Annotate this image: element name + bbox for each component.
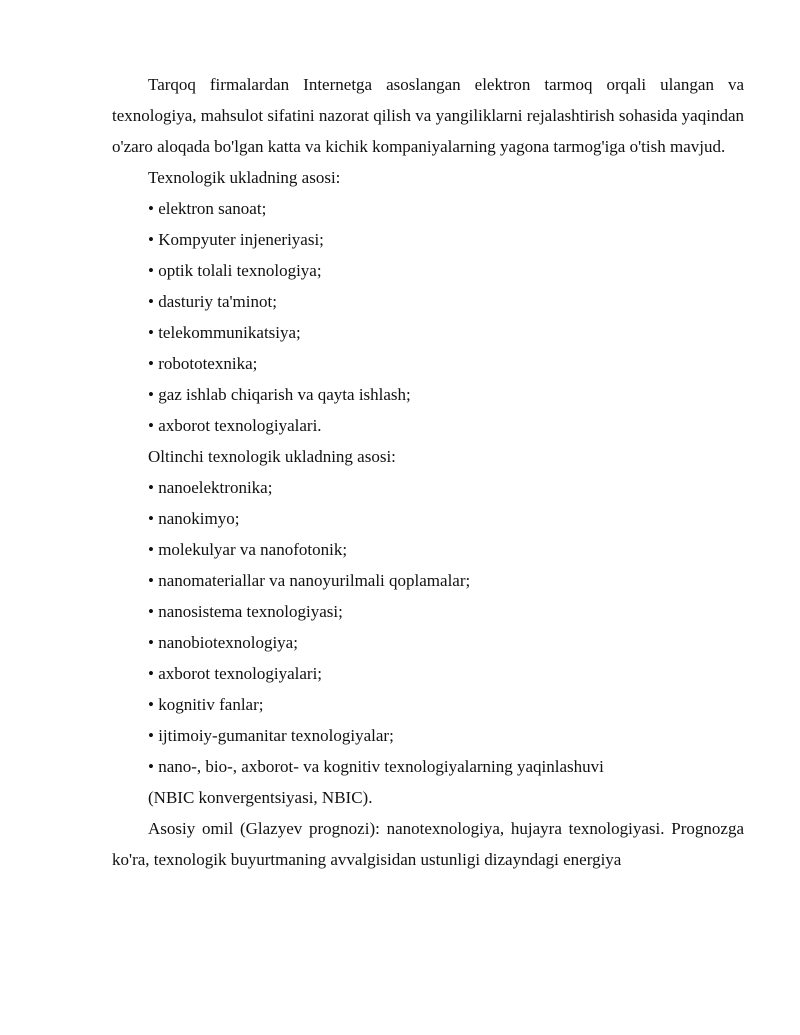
list-item: • nanokimyo; <box>148 509 240 528</box>
fifth-order-heading: Texnologik ukladning asosi: <box>148 168 341 187</box>
document-page <box>112 69 744 875</box>
list-item: • nanoelektronika; <box>148 478 273 497</box>
list-item: • nanobiotexnologiya; <box>148 633 298 652</box>
list-item: • Kompyuter injeneriyasi; <box>148 230 324 249</box>
sixth-order-heading: Oltinchi texnologik ukladning asosi: <box>148 447 396 466</box>
nbic-note: (NBIC konvergentsiyasi, NBIC). <box>148 788 373 807</box>
list-item: • axborot texnologiyalari. <box>148 416 322 435</box>
list-item: • kognitiv fanlar; <box>148 695 264 714</box>
list-item: • nanosistema texnologiyasi; <box>148 602 343 621</box>
closing-paragraph: Asosiy omil (Glazyev prognozi): nanotexnologiya, hujayra texnologiyasi. Prognozga ko'ra, texnologik buyurtmaning avvalgisidan ustunligi dizayndagi energiya <box>112 819 744 869</box>
list-item: • optik tolali texnologiya; <box>148 261 322 280</box>
list-item: • nanomateriallar va nanoyurilmali qoplamalar; <box>148 571 471 590</box>
list-item: • molekulyar va nanofotonik; <box>148 540 348 559</box>
list-item: • axborot texnologiyalari; <box>148 664 323 683</box>
list-item: • gaz ishlab chiqarish va qayta ishlash; <box>148 385 411 404</box>
list-item: • elektron sanoat; <box>148 199 267 218</box>
list-item: • dasturiy ta'minot; <box>148 292 277 311</box>
list-item: • telekommunikatsiya; <box>148 323 301 342</box>
list-item: • robototexnika; <box>148 354 258 373</box>
intro-paragraph: Tarqoq firmalardan Internetga asoslangan elektron tarmoq orqali ulangan va texnologiya, mahsulot sifatini nazorat qilish va yangiliklarni rejalashtirish sohasida yaqindan o'zaro aloqada bo'lgan katta va kichik kompaniyalarning yagona tarmog'iga o'tish mavjud. <box>112 75 744 156</box>
list-item: • ijtimoiy-gumanitar texnologiyalar; <box>148 726 394 745</box>
list-item: • nano-, bio-, axborot- va kognitiv texnologiyalarning yaqinlashuvi <box>148 757 604 776</box>
